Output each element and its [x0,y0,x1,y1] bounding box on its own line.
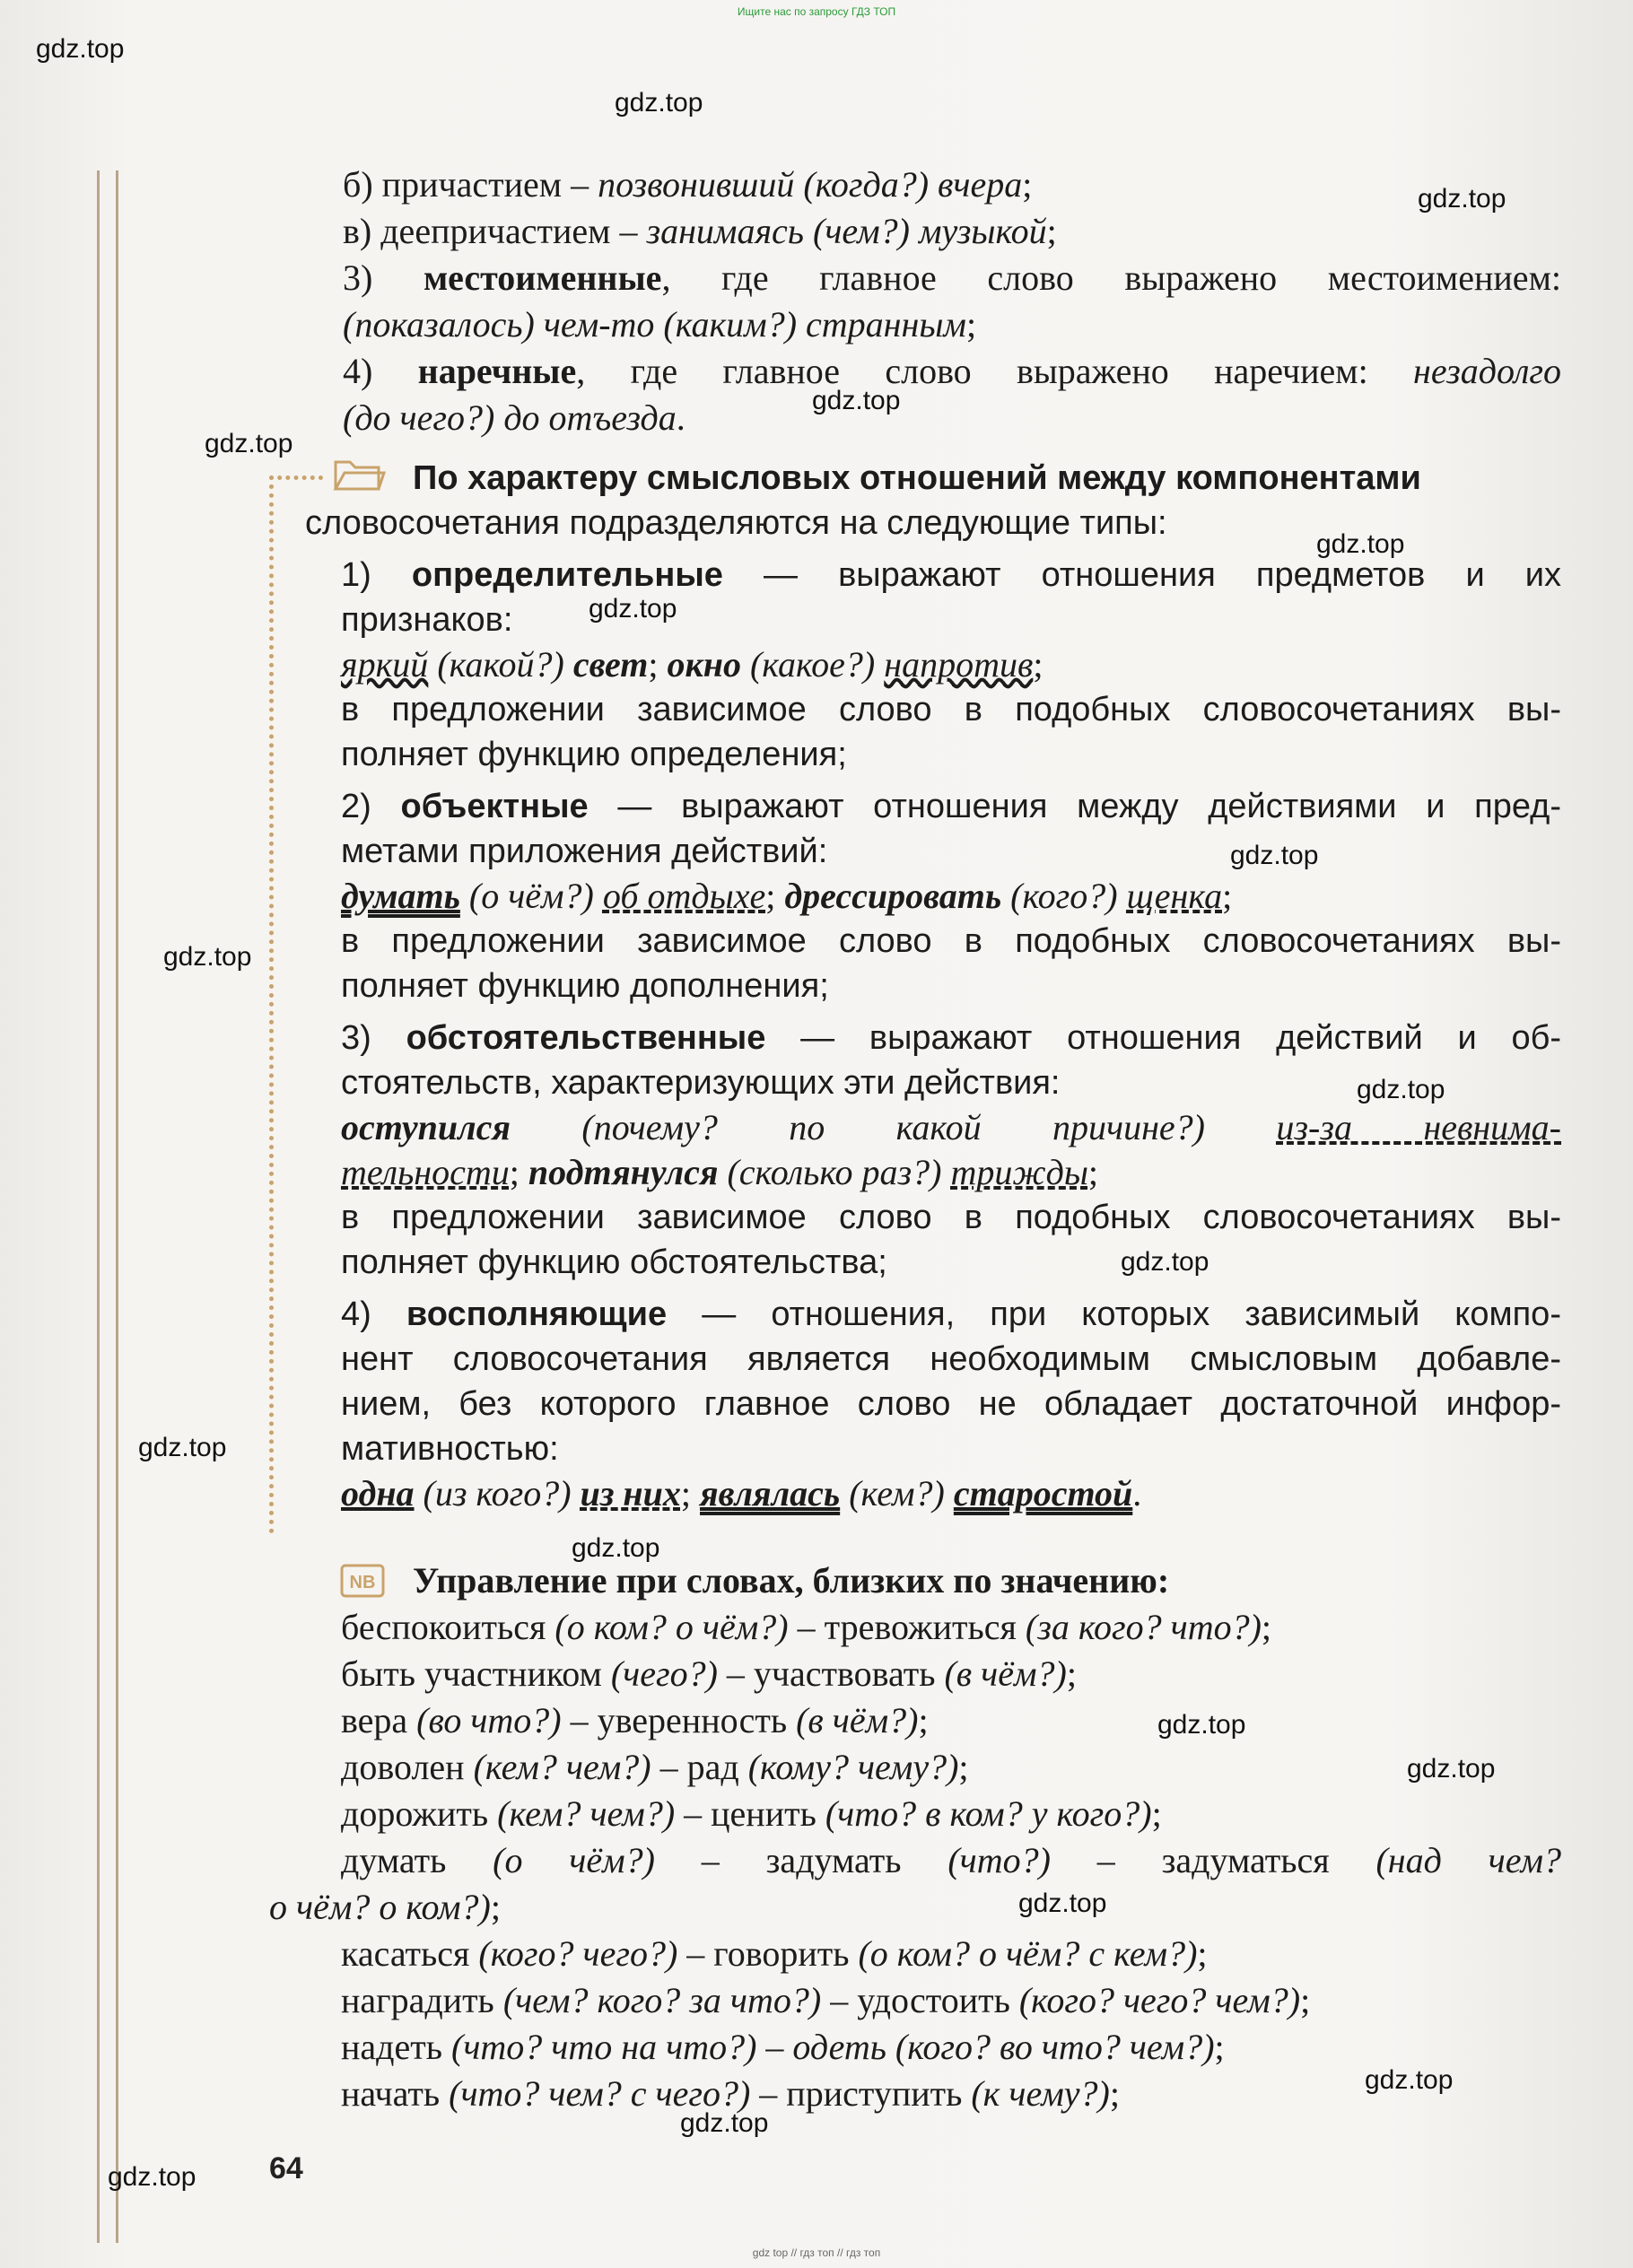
nb-line-7: о чём? о ком?); [269,1887,501,1927]
nb-line-3: вера (во что?) – уверенность (в чём?); [341,1700,929,1740]
watermark: gdz.top [680,2108,769,2138]
watermark: gdz.top [36,34,125,64]
watermark: gdz.top [205,429,293,458]
type3-line-b: стоятельств, характеризующих эти действия: [341,1064,1061,1102]
type1-common: в предложении зависимое слово в подобных словосочетаниях вы- [341,691,1561,728]
line-3: 3) местоименные, где главное слово выражено местоимением: [343,257,1561,298]
watermark: gdz.top [1407,1754,1496,1784]
watermark: gdz.top [163,942,252,972]
nb-line-9: наградить (чем? кого? за что?) – удостоить (кого? чего? чем?); [341,1980,1311,2020]
watermark: gdz.top [108,2162,196,2192]
nb-line-6: думать (о чём?) – задумать (что?) – задуматься (над чем? [341,1840,1562,1880]
block-govern-types [269,161,1561,441]
watermark: gdz.top [1316,529,1405,559]
nb-line-4: доволен (кем? чем?) – рад (кому? чему?); [341,1747,969,1787]
watermark: gdz.top [1157,1710,1246,1740]
watermark: gdz.top [615,88,703,118]
watermark: gdz.top [1230,841,1319,870]
type4-line-a: 4) восполняющие — отношения, при которых зависимый компо- [341,1295,1561,1333]
watermark: gdz.top [1121,1247,1209,1277]
nb-line-11: начать (что? чем? с чего?) – приступить (к чему?); [341,2073,1120,2114]
type2-func: полняет функцию дополнения; [341,967,829,1005]
page-number: 64 [269,2151,303,2185]
type2-common: в предложении зависимое слово в подобных словосочетаниях вы- [341,922,1561,960]
watermark: gdz.top [1018,1889,1107,1918]
nb-block [269,1557,1562,2117]
type1-line-a: 1) определительные — выражают отношения предметов и их [341,556,1561,594]
watermark: gdz.top [1357,1075,1445,1104]
watermark: gdz.top [812,386,901,415]
type4-line-d: мативностью: [341,1430,559,1468]
line-b: б) причастием – позвонивший (когда?) вчера; [343,164,1033,205]
type3-example-a: оступился (почему? по какой причине?) из-за невнима- [341,1107,1562,1147]
watermark: gdz.top [1418,184,1506,214]
nb-heading: Управление при словах, близких по значению: [413,1560,1170,1601]
type1-line-b: признаков: [341,601,513,639]
watermark: gdz.top [572,1533,660,1563]
type4-example: одна (из кого?) из них; являлась (кем?) старостой. [341,1473,1142,1513]
watermark: gdz.top [589,594,677,624]
type3-line-a: 3) обстоятельственные — выражают отношения действий и об- [341,1019,1561,1057]
section-frame-left [269,475,274,1534]
type3-example-b: тельности; подтянулся (сколько раз?) трижды; [341,1152,1099,1192]
top-note: Ищите нас по запросу ГДЗ ТОП [737,5,896,18]
watermark: gdz.top [138,1433,227,1462]
section-heading: По характеру смысловых отношений между компонентами [413,459,1421,497]
line-4b: (до чего?) до отъезда. [343,397,686,438]
line-4: 4) наречные, где главное слово выражено наречием: незадолго [343,351,1561,391]
type3-func: полняет функцию обстоятельства; [341,1243,887,1281]
nb-line-1: беспокоиться (о ком? о чём?) – тревожиться (за кого? что?); [341,1607,1272,1647]
type1-func: полняет функцию определения; [341,736,847,773]
margin-bars [97,170,118,2243]
line-3b: (показалось) чем-то (каким?) странным; [343,304,977,345]
type2-line-b: метами приложения действий: [341,833,828,870]
type2-example: думать (о чём?) об отдыхе; дрессировать (кого?) щенка; [341,876,1233,916]
type4-line-b: нент словосочетания является необходимым смысловым добавле- [341,1340,1561,1378]
section-types [305,456,1561,1516]
bottom-note: gdz top // гдз топ // гдз топ [752,2246,881,2259]
type2-line-a: 2) объектные — выражают отношения между действиями и пред- [341,788,1561,825]
section-intro: словосочетания подразделяются на следующие типы: [305,504,1167,542]
type1-example: яркий (какой?) свет; окно (какое?) напротив; [341,644,1044,685]
type4-line-c: нием, без которого главное слово не обладает достаточной инфор- [341,1385,1561,1423]
nb-line-5: дорожить (кем? чем?) – ценить (что? в ком? у кого?); [341,1793,1162,1834]
line-v: в) деепричастием – занимаясь (чем?) музыкой; [343,211,1057,251]
type3-common: в предложении зависимое слово в подобных словосочетаниях вы- [341,1199,1561,1236]
watermark: gdz.top [1365,2065,1454,2095]
nb-line-2: быть участником (чего?) – участвовать (в чём?); [341,1653,1077,1694]
nb-line-10: надеть (что? что на что?) – одеть (кого? во что? чем?); [341,2027,1225,2067]
svg-text:NB: NB [349,1573,376,1592]
nb-line-8: касаться (кого? чего?) – говорить (о ком? о чём? с кем?); [341,1933,1208,1974]
